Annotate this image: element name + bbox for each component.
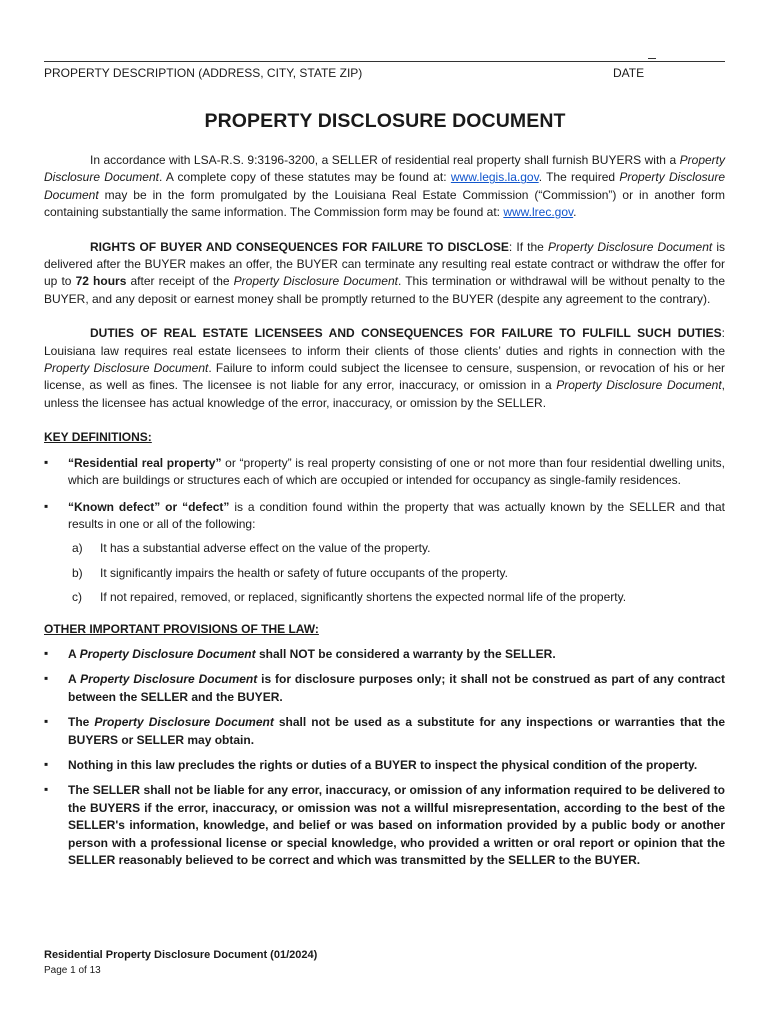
provision-text: The SELLER shall not be liable for any error, inaccuracy, or omission of any information required to be delivered to the BUYERS if the error, inaccuracy, or omission was not a willful misrepresentation, according to the best of the SELLER's information, knowledge, and belief or was based on information provided by a public body or another person with a professional license or special knowledge, who provided a written or oral report or opinion that the SELLER reasonably believed to be correct and which was transmitted by the SELLER to the BUYER. xyxy=(68,783,725,867)
duties-text-2: . Failure to inform could subject the licensee to censure, suspension, or revocation of his or her license, as well as fines. The licensee is not liable for any error, inaccuracy, or omission in a xyxy=(44,361,725,393)
definition-text: or “property” is real property consisting of one or not more than four residential dwelling units, which are buildings or structures each of which are occupied or intended for occupancy as single-family residences. xyxy=(68,455,726,488)
provision-item xyxy=(44,757,725,774)
duties-italic-2: Property Disclosure Document xyxy=(556,378,722,393)
intro-text-4: may be in the form promulgated by the Louisiana Real Estate Commission (“Commission”) or in another form containing substantially the same information. The Commission form may be found at: xyxy=(44,187,725,220)
definition-residential xyxy=(44,455,725,490)
definition-known-defect xyxy=(44,499,725,607)
rights-text-1: : If the xyxy=(508,239,548,254)
rights-text-2: is delivered after the BUYER makes an offer, the BUYER can terminate any resulting real estate contract or withdraw the offer for up to xyxy=(44,239,726,289)
definition-term: “Known defect” or “defect” xyxy=(68,499,230,514)
definition-text: is a condition found within the property that was actually known by the SELLER and that results in one or all of the following: xyxy=(68,499,725,531)
property-description-line xyxy=(44,61,725,62)
intro-italic-1: Property Disclosure Document xyxy=(44,153,725,185)
rights-italic-1: Property Disclosure Document xyxy=(547,239,713,254)
bullet-icon: ▪ xyxy=(44,498,49,513)
bullet-icon: ▪ xyxy=(44,782,49,797)
provisions-heading: OTHER IMPORTANT PROVISIONS OF THE LAW: xyxy=(44,621,319,636)
list-letter: a) xyxy=(72,541,83,556)
rights-paragraph xyxy=(44,239,725,309)
list-item-text: If not repaired, removed, or replaced, significantly shortens the expected normal life of the property. xyxy=(100,590,627,605)
legis-link[interactable]: www.legis.la.gov xyxy=(450,170,539,185)
duties-text-3: , unless the licensee has actual knowledge of the error, inaccuracy, or omission by the SELLER. xyxy=(44,378,725,410)
provision-item xyxy=(44,646,725,663)
intro-paragraph xyxy=(44,152,725,222)
page-title: PROPERTY DISCLOSURE DOCUMENT xyxy=(204,110,566,132)
duties-text-1: : Louisiana law requires real estate licensees to inform their clients of those clients’ duties and rights in connection with the xyxy=(44,326,725,358)
provision-text: shall not be used as a substitute for any inspections or warranties that the BUYERS or SELLER may obtain. xyxy=(68,715,726,747)
rights-72-hours: 72 hours xyxy=(75,274,127,289)
intro-text-2: . A complete copy of these statutes may be found at: xyxy=(158,170,451,185)
list-item-text: It has a substantial adverse effect on the value of the property. xyxy=(100,541,431,556)
duties-italic-1: Property Disclosure Document xyxy=(44,361,209,376)
document-body xyxy=(44,152,725,877)
footer-page-number: Page 1 of 13 xyxy=(44,965,101,976)
key-definitions-heading: KEY DEFINITIONS: xyxy=(44,430,152,445)
line-mark xyxy=(648,58,656,59)
footer-document-name: Residential Property Disclosure Document (01/2024) xyxy=(44,949,318,961)
rights-text-4: . This termination or withdrawal will be without penalty to the BUYER, and any deposit or earnest money shall be promptly returned to the BUYER (despite any agreement to the contrary). xyxy=(44,274,726,306)
provisions-list xyxy=(44,646,725,869)
list-item xyxy=(68,540,725,557)
list-item xyxy=(68,565,725,582)
provision-item xyxy=(44,714,725,749)
provision-text: shall NOT be considered a warranty by the SELLER. xyxy=(255,646,556,661)
provision-item xyxy=(44,782,725,869)
provision-italic: Property Disclosure Document xyxy=(94,715,274,730)
bullet-icon: ▪ xyxy=(44,756,49,771)
bullet-icon: ▪ xyxy=(44,714,49,729)
provision-italic: Property Disclosure Document xyxy=(79,646,256,661)
provision-text: Nothing in this law precludes the rights or duties of a BUYER to inspect the physical condition of the property. xyxy=(68,757,698,772)
provision-text: A xyxy=(68,672,81,687)
page-footer xyxy=(44,947,317,979)
provision-italic: Property Disclosure Document xyxy=(80,672,258,687)
list-letter: b) xyxy=(72,565,83,580)
rights-heading: RIGHTS OF BUYER AND CONSEQUENCES FOR FAILURE TO DISCLOSE xyxy=(90,239,509,254)
duties-heading: DUTIES OF REAL ESTATE LICENSEES AND CONSEQUENCES FOR FAILURE TO FULFILL SUCH DUTIES xyxy=(90,326,722,341)
intro-text-5: . xyxy=(573,205,577,220)
list-item-text: It significantly impairs the health or safety of future occupants of the property. xyxy=(100,565,508,580)
rights-italic-2: Property Disclosure Document xyxy=(233,274,398,289)
provision-text: The xyxy=(68,715,95,730)
bullet-icon: ▪ xyxy=(44,645,49,660)
provision-item xyxy=(44,671,725,706)
rights-text-3: after receipt of the xyxy=(126,274,234,289)
duties-paragraph xyxy=(44,325,725,412)
defect-conditions-list xyxy=(68,540,725,606)
list-item xyxy=(68,589,725,606)
list-letter: c) xyxy=(72,590,82,605)
intro-italic-2: Property Disclosure Document xyxy=(44,170,725,202)
property-description-label: PROPERTY DESCRIPTION (ADDRESS, CITY, STATE ZIP) xyxy=(44,66,363,80)
intro-text-1: In accordance with LSA-R.S. 9:3196-3200, a SELLER of residential real property shall furnish BUYERS with a xyxy=(90,153,680,167)
key-definitions-list xyxy=(44,455,725,607)
date-label: DATE xyxy=(613,66,645,80)
intro-text-3: . The required xyxy=(538,170,620,185)
definition-term: “Residential real property” xyxy=(68,455,222,470)
provision-text: is for disclosure purposes only; it shall not be construed as part of any contract between the SELLER and the BUYER. xyxy=(68,672,725,704)
bullet-icon: ▪ xyxy=(44,671,49,686)
provision-text: A xyxy=(68,646,80,661)
lrec-link[interactable]: www.lrec.gov xyxy=(503,205,574,220)
bullet-icon: ▪ xyxy=(44,454,49,469)
